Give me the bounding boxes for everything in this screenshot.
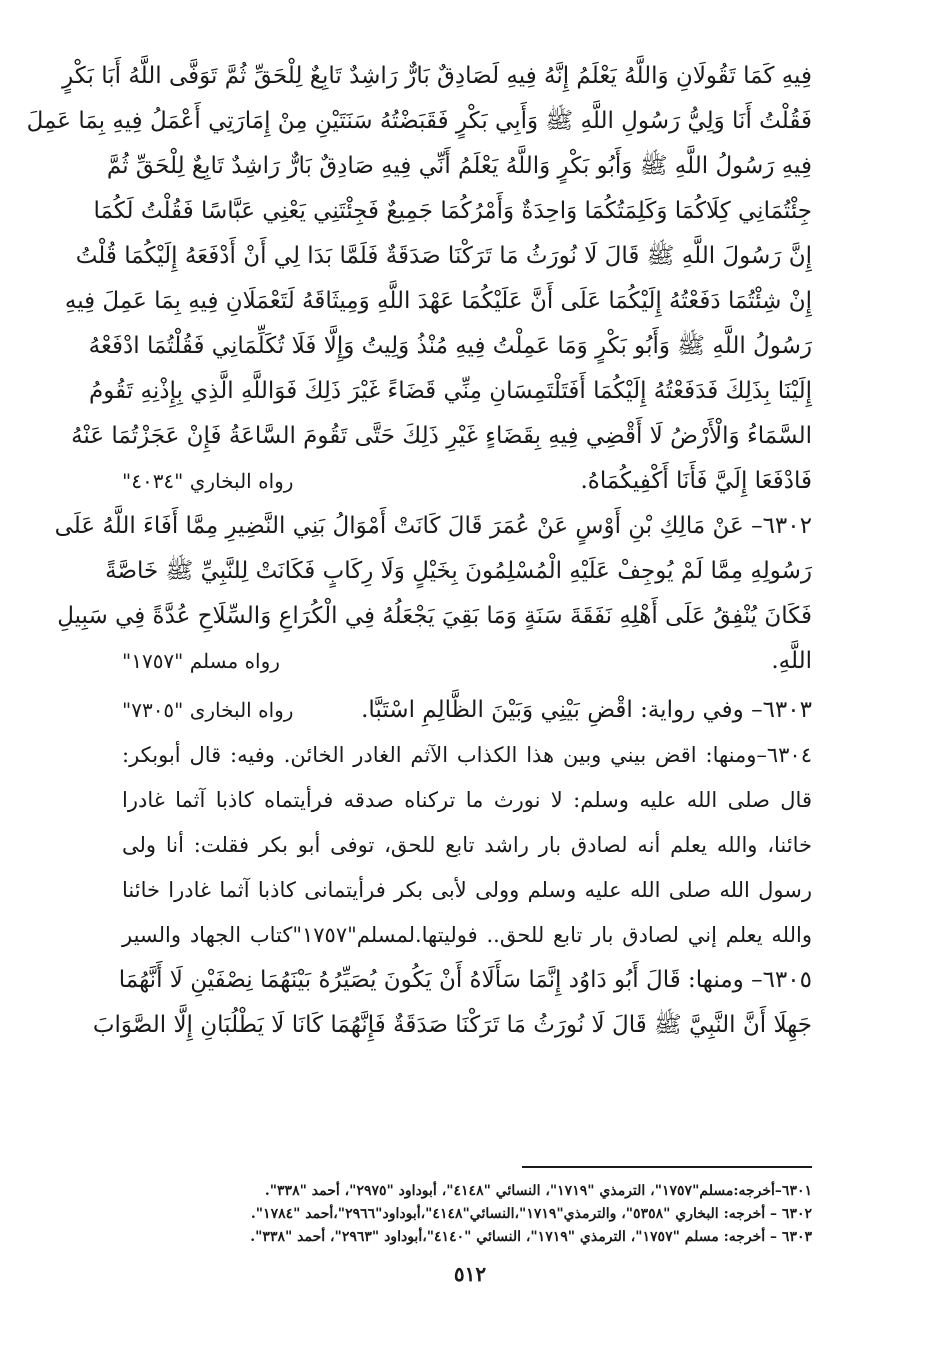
hadith-6303 xyxy=(122,688,812,733)
hadith-end-row xyxy=(122,459,812,504)
hadith-end-text: اللَّهِ. xyxy=(771,648,812,674)
hadith-text: ٦٣٠٣– وفي رواية: اقْضِ بَيْنِي وَبَيْنَ الظَّالِمِ اسْتَبَّا. xyxy=(361,697,812,723)
hadith-source: رواه البخارى "٧٣٠٥" xyxy=(122,698,294,722)
text-line: ٦٣٠٢– عَنْ مَالِكِ بْنِ أَوْسٍ عَنْ عُمَرَ قَالَ كَانَتْ أَمْوَالُ بَنِي النَّضِيرِ مِمَّا أَفَاءَ اللَّهُ عَلَى xyxy=(54,513,812,539)
text-line: خائنا، والله يعلم أنه لصادق بار راشد تابع للحق، توفى أبو بكر فقلت: أنا ولى xyxy=(122,833,812,857)
text-line: والله يعلم إني لصادق بار تابع للحق.. فوليتها.لمسلم"١٧٥٧"كتاب الجهاد والسير xyxy=(122,923,812,947)
text-line: ٦٣٠٤–ومنها: اقض بيني وبين هذا الكذاب الآثم الغادر الخائن. وفيه: قال أبوبكر: xyxy=(122,743,812,767)
footnote: ٦٣٠٢ – أخرجه: البخاري "٥٣٥٨"، والترمذي"١٧١٩"،النسائي"٤١٤٨"،أبوداود"٢٩٦٦"،أحمد "١٧٨٤". xyxy=(250,1206,812,1222)
hadith-6301-continuation xyxy=(26,54,812,504)
text-line: فِيهِ رَسُولُ اللَّهِ ﷺ وَأَبُو بَكْرٍ وَاللَّهُ يَعْلَمُ أَنِّي فِيهِ صَادِقٌ بَارٌّ رَاشِدٌ تَابِعٌ لِلْحَقِّ ثُمَّ xyxy=(106,153,812,179)
text-line: رَسُولُ اللَّهِ ﷺ وَأَبُو بَكْرٍ وَمَا عَمِلْتُ فِيهِ مُنْذُ وَلِيتُ وَإِلَّا فَلَا تُكَلِّمَانِي فَقُلْتُمَا ادْفَعْهُ xyxy=(88,333,812,359)
text-line: إِنَّ رَسُولَ اللَّهِ ﷺ قَالَ لَا نُورَثُ مَا تَرَكْنَا صَدَقَةٌ فَلَمَّا بَدَا لِي أَنْ أَدْفَعَهُ إِلَيْكُمَا قُلْتُ xyxy=(75,243,812,269)
hadith-source: رواه مسلم "١٧٥٧" xyxy=(122,649,280,673)
text-line: جِئْتُمَانِي كِلَاكُمَا وَكَلِمَتُكُمَا وَاحِدَةٌ وَأَمْرُكُمَا جَمِيعٌ فَجِئْتَنِي يَعْنِي عَبَّاسًا فَقُلْتُ لَكُمَا xyxy=(93,198,812,224)
footnote: ٦٣٠٣ – أخرجه: مسلم "١٧٥٧"، الترمذي "١٧١٩"، النسائي "٤١٤٠"،أبوداود "٢٩٦٣"، أحمد "٣٣٨". xyxy=(250,1229,812,1245)
footnote: ٦٣٠١–أخرجه:مسلم"١٧٥٧"، الترمذي "١٧١٩"، النسائي "٤١٤٨"، أبوداود "٢٩٧٥"، أحمد "٣٣٨". xyxy=(264,1183,812,1199)
text-line: رسول الله صلى الله عليه وسلم وولى لأبى بكر فرأيتمانى كاذبا آثما غادرا خائنا xyxy=(122,878,812,902)
text-line: قال صلى الله عليه وسلم: لا نورث ما تركناه صدقه فرأيتماه كاذبا آثما غادرا xyxy=(122,788,812,812)
page-number: ٥١٢ xyxy=(453,1262,487,1286)
hadith-6302 xyxy=(54,504,812,684)
hadith-end-text: فَادْفَعَا إِلَيَّ فَأَنَا أَكْفِيكُمَاهُ. xyxy=(580,468,812,494)
hadith-end-row xyxy=(122,639,812,684)
text-line: جَهِلَا أَنَّ النَّبِيَّ ﷺ قَالَ لَا نُورَثُ مَا تَرَكْنَا صَدَقَةٌ فَإِنَّهُمَا كَانَا لَا يَطْلُبَانِ إِلَّا الصَّوَابَ xyxy=(92,1012,812,1038)
hadith-source: رواه البخاري "٤٠٣٤" xyxy=(122,469,294,493)
text-line: إِنْ شِئْتُمَا دَفَعْتُهُ إِلَيْكُمَا عَلَى أَنَّ عَلَيْكُمَا عَهْدَ اللَّهِ وَمِيثَاقَهُ لَتَعْمَلَانِ فِيهِ بِمَا عَمِلَ فِيهِ xyxy=(64,288,812,314)
footnotes xyxy=(122,1180,812,1249)
text-line: فِيهِ كَمَا تَقُولَانِ وَاللَّهُ يَعْلَمُ إِنَّهُ فِيهِ لَصَادِقٌ بَارٌّ رَاشِدٌ تَابِعٌ لِلْحَقِّ ثُمَّ تَوَفَّى اللَّهُ أَبَا بَكْرٍ xyxy=(62,63,812,89)
text-line: ٦٣٠٥– ومنها: قَالَ أَبُو دَاوُد إِنَّمَا سَأَلَاهُ أَنْ يَكُونَ يُصَيِّرُهُ بَيْنَهُمَا نِصْفَيْنِ لَا أَنَّهُمَا xyxy=(118,967,812,993)
text-line: فَكَانَ يُنْفِقُ عَلَى أَهْلِهِ نَفَقَةَ سَنَةٍ وَمَا بَقِيَ يَجْعَلُهُ فِي الْكُرَاعِ وَالسِّلَاحِ عُدَّةً فِي سَبِيلِ xyxy=(57,603,812,629)
text-line: رَسُولِهِ مِمَّا لَمْ يُوجِفْ عَلَيْهِ الْمُسْلِمُونَ بِخَيْلٍ وَلَا رِكَابٍ فَكَانَتْ لِلنَّبِيِّ ﷺ خَاصَّةً xyxy=(105,558,812,584)
text-line: السَّمَاءُ وَالْأَرْضُ لَا أَقْضِي فِيهِ بِقَضَاءٍ غَيْرِ ذَلِكَ حَتَّى تَقُومَ السَّاعَةُ فَإِنْ عَجَزْتُمَا عَنْهُ xyxy=(71,423,812,449)
text-line: إِلَيْنَا بِذَلِكَ فَدَفَعْتُهُ إِلَيْكُمَا أَفَتَلْتَمِسَانِ مِنِّي قَضَاءً غَيْرَ ذَلِكَ فَوَاللَّهِ الَّذِي بِإِذْنِهِ تَقُومُ xyxy=(89,378,812,404)
text-line: فَقُلْتُ أَنَا وَلِيُّ رَسُولِ اللَّهِ ﷺ وَأَبِي بَكْرٍ فَقَبَضْتُهُ سَنَتَيْنِ مِنْ إِمَارَتِي أَعْمَلُ فِيهِ بِمَا عَمِلَ xyxy=(26,108,812,134)
hadith-6305 xyxy=(92,958,812,1048)
hadith-6304 xyxy=(122,733,812,958)
footnote-divider xyxy=(522,1166,812,1168)
